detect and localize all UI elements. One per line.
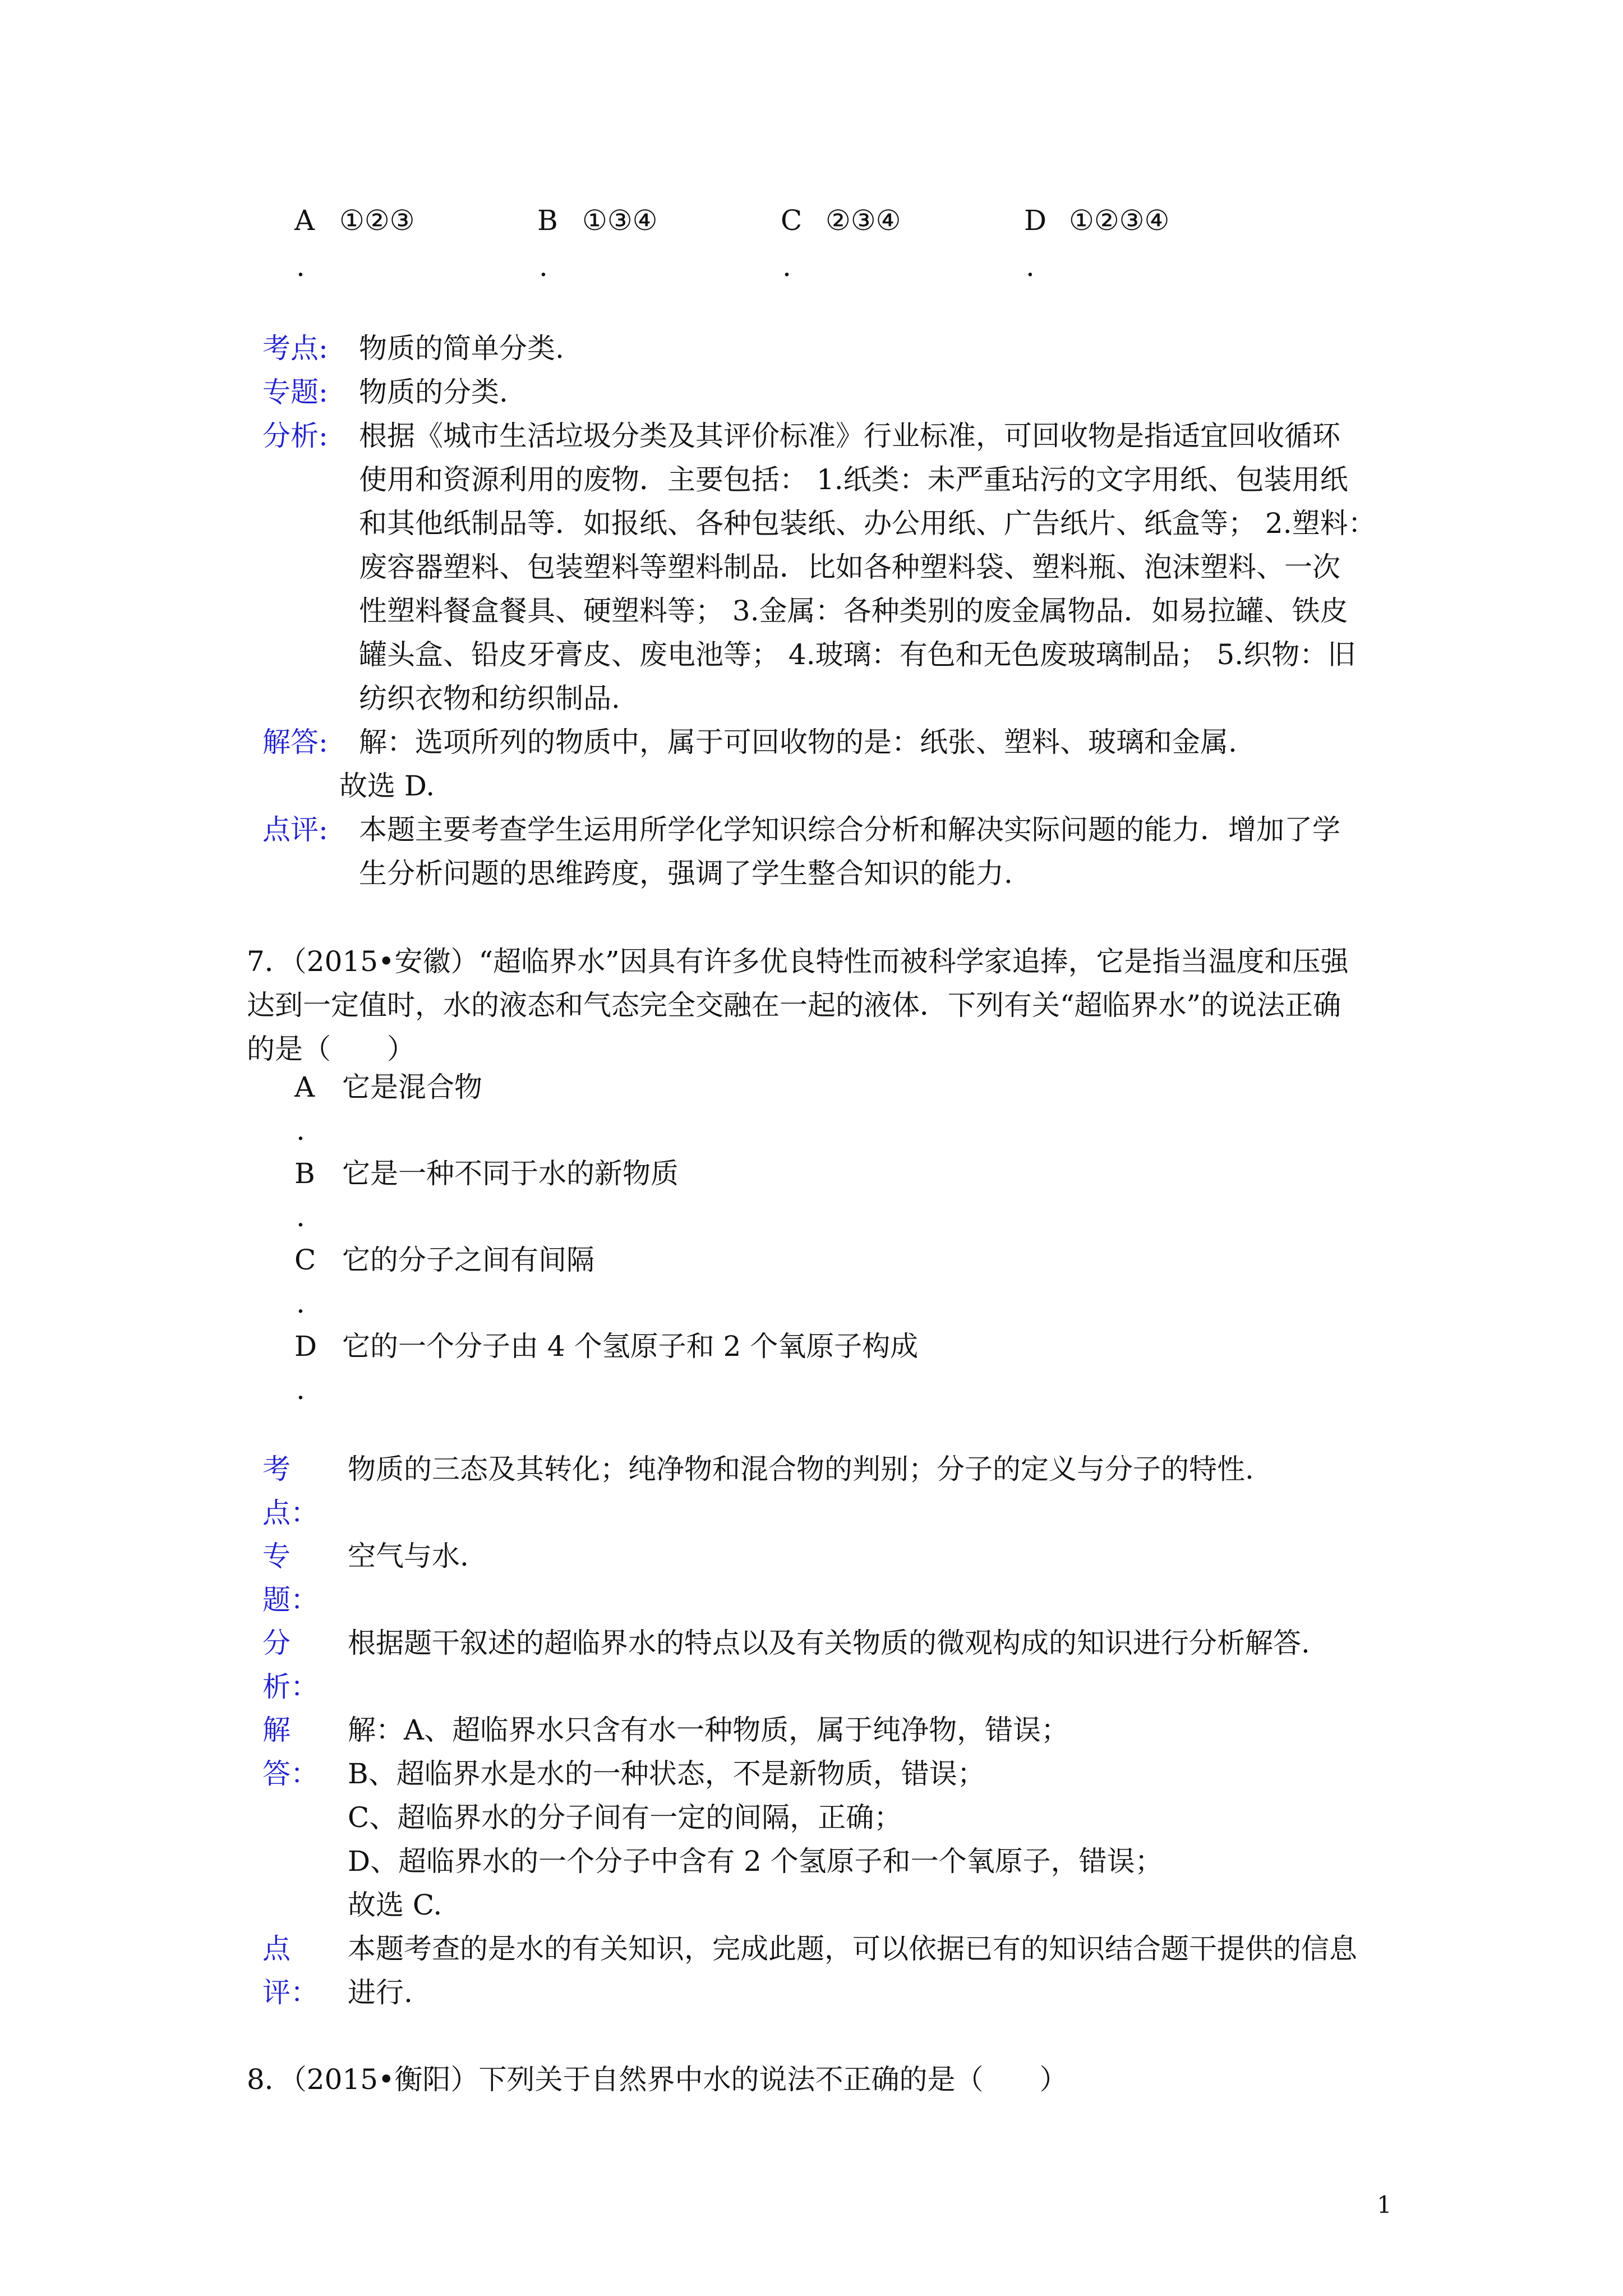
q7-label-dianping-2: 评： xyxy=(262,1976,319,2009)
q6-option-b-text: ①③④ xyxy=(582,204,658,237)
q6-label-jieda: 解答: xyxy=(262,726,328,758)
q6-fenxi-line-6: 罐头盒、铅皮牙膏皮、废电池等； 4.玻璃：有色和无色废玻璃制品； 5.织物：旧 xyxy=(359,638,1356,671)
q7-label-fenxi-2: 析： xyxy=(262,1671,319,1703)
q7-option-c-dot: . xyxy=(296,1287,305,1319)
q6-kaodian-text: 物质的简单分类. xyxy=(359,332,564,365)
q7-kaodian-text: 物质的三态及其转化；纯净物和混合物的判别；分子的定义与分子的特性. xyxy=(348,1453,1254,1485)
q7-stem-line-2: 达到一定值时，水的液态和气态完全交融在一起的液体．下列有关“超临界水”的说法正确 xyxy=(247,989,1341,1022)
q7-jieda-line-5: 故选 C. xyxy=(348,1889,442,1921)
q7-label-jieda-2: 答： xyxy=(262,1757,319,1790)
q7-stem-line-3: 的是（ ） xyxy=(247,1033,415,1065)
q6-label-kaodian: 考点: xyxy=(262,332,328,365)
q7-option-d-dot: . xyxy=(296,1373,305,1406)
q7-jieda-line-1: 解：A、超临界水只含有水一种物质，属于纯净物，错误； xyxy=(348,1714,1069,1746)
q6-jieda-line-1: 解：选项所列的物质中，属于可回收物的是：纸张、塑料、玻璃和金属. xyxy=(359,726,1237,758)
q7-option-c-letter: C xyxy=(294,1244,316,1276)
q6-jieda-line-2: 故选 D. xyxy=(339,770,435,802)
q7-option-a-dot: . xyxy=(296,1114,305,1147)
q6-fenxi-line-2: 使用和资源利用的废物．主要包括： 1.纸类：未严重玷污的文字用纸、包装用纸 xyxy=(359,463,1348,496)
q6-dianping-line-1: 本题主要考查学生运用所学化学知识综合分析和解决实际问题的能力．增加了学 xyxy=(359,813,1340,846)
q6-dianping-line-2: 生分析问题的思维跨度，强调了学生整合知识的能力. xyxy=(359,857,1013,890)
q6-label-fenxi: 分析: xyxy=(262,420,328,452)
q6-fenxi-line-3: 和其他纸制品等．如报纸、各种包装纸、办公用纸、广告纸片、纸盒等； 2.塑料： xyxy=(359,507,1376,540)
q8-stem: 8．（2015•衡阳）下列关于自然界中水的说法不正确的是（ ） xyxy=(247,2063,1068,2096)
q7-dianping-line-1: 本题考查的是水的有关知识，完成此题，可以依据已有的知识结合题干提供的信息 xyxy=(348,1932,1357,1965)
q6-fenxi-line-1: 根据《城市生活垃圾分类及其评价标准》行业标准，可回收物是指适宜回收循环 xyxy=(359,420,1340,452)
q6-option-a-dot: . xyxy=(296,250,305,283)
q7-label-kaodian-2: 点： xyxy=(262,1497,319,1529)
q7-option-d-text: 它的一个分子由 4 个氢原子和 2 个氧原子构成 xyxy=(342,1330,919,1363)
q7-option-d-letter: D xyxy=(294,1330,317,1363)
q7-label-fenxi-1: 分 xyxy=(262,1627,291,1659)
q7-dianping-line-2: 进行. xyxy=(348,1976,413,2009)
q7-option-a-letter: A xyxy=(294,1071,315,1103)
q7-option-b-letter: B xyxy=(294,1157,315,1190)
q6-zhuanti-text: 物质的分类. xyxy=(359,376,508,408)
q6-label-dianping: 点评: xyxy=(262,813,328,846)
q7-option-b-dot: . xyxy=(296,1200,305,1233)
q6-label-zhuanti: 专题: xyxy=(262,376,328,408)
q7-label-jieda-1: 解 xyxy=(262,1714,291,1746)
q7-label-kaodian-1: 考 xyxy=(262,1453,291,1485)
q6-option-a-letter: A xyxy=(294,204,315,237)
q6-option-d-letter: D xyxy=(1024,204,1047,237)
q6-option-c-letter: C xyxy=(781,204,803,237)
q7-label-zhuanti-1: 专 xyxy=(262,1540,291,1572)
q6-fenxi-line-5: 性塑料餐盒餐具、硬塑料等； 3.金属：各种类别的废金属物品．如易拉罐、铁皮 xyxy=(359,595,1348,627)
q6-fenxi-line-7: 纺织衣物和纺织制品. xyxy=(359,682,620,715)
q6-option-d-text: ①②③④ xyxy=(1069,204,1170,237)
q6-fenxi-line-4: 废容器塑料、包装塑料等塑料制品．比如各种塑料袋、塑料瓶、泡沫塑料、一次 xyxy=(359,551,1340,583)
q6-option-c-text: ②③④ xyxy=(826,204,901,237)
q7-stem-line-1: 7．（2015•安徽）“超临界水”因具有许多优良特性而被科学家追捧，它是指当温度和压强 xyxy=(247,945,1349,978)
q7-option-a-text: 它是混合物 xyxy=(342,1071,482,1103)
q7-option-b-text: 它是一种不同于水的新物质 xyxy=(342,1157,679,1190)
q7-jieda-line-4: D、超临界水的一个分子中含有 2 个氢原子和一个氧原子，错误； xyxy=(348,1845,1163,1878)
q7-label-dianping-1: 点 xyxy=(262,1932,291,1965)
q6-option-b-letter: B xyxy=(537,204,558,237)
q6-option-d-dot: . xyxy=(1026,250,1035,283)
q7-option-c-text: 它的分子之间有间隔 xyxy=(342,1244,594,1276)
q7-jieda-line-3: C、超临界水的分子间有一定的间隔，正确； xyxy=(348,1801,902,1834)
q7-fenxi-text: 根据题干叙述的超临界水的特点以及有关物质的微观构成的知识进行分析解答. xyxy=(348,1627,1310,1659)
q6-option-a-text: ①②③ xyxy=(339,204,415,237)
q6-option-c-dot: . xyxy=(782,250,791,283)
q7-label-zhuanti-2: 题： xyxy=(262,1584,319,1616)
q7-zhuanti-text: 空气与水. xyxy=(348,1540,469,1572)
page-number: 1 xyxy=(1377,2191,1392,2219)
q7-jieda-line-2: B、超临界水是水的一种状态，不是新物质，错误； xyxy=(348,1757,985,1790)
q6-option-b-dot: . xyxy=(539,250,548,283)
